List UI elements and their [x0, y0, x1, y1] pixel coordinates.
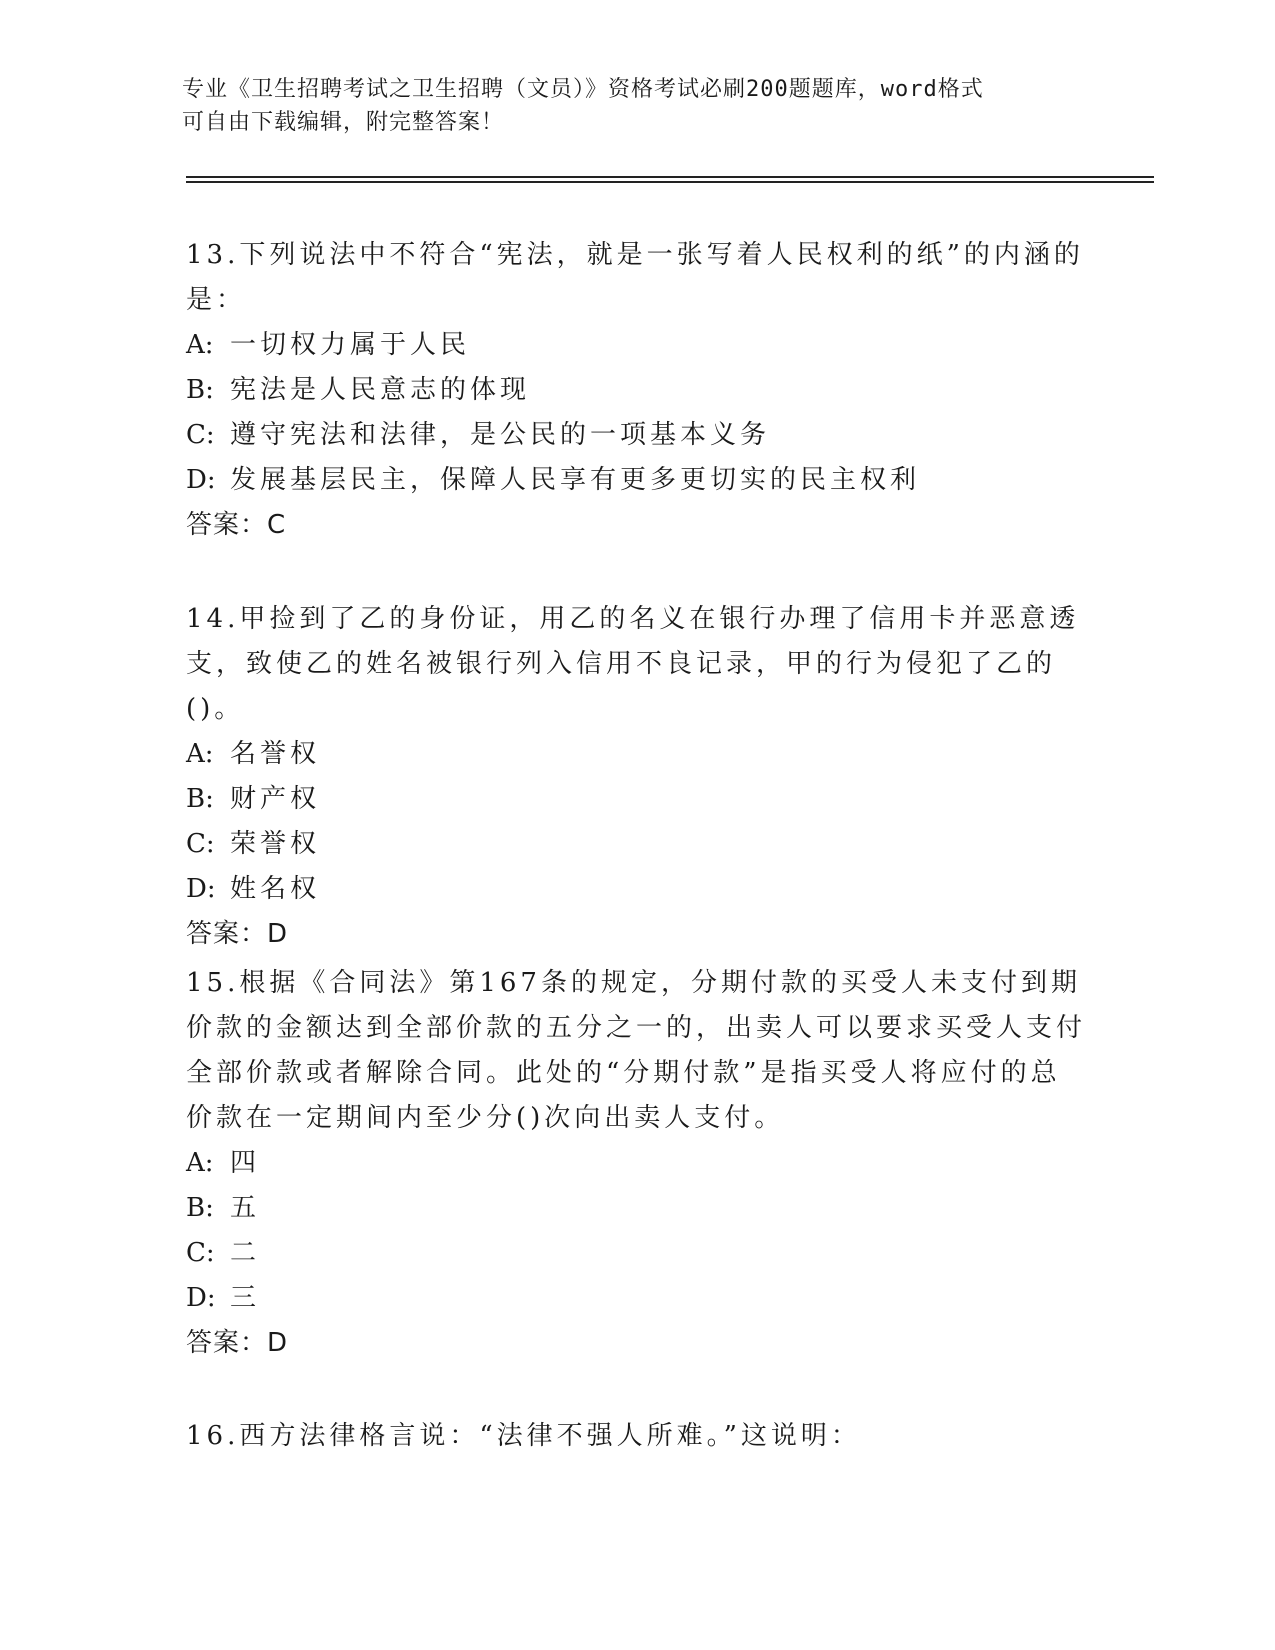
option-text: 宪法是人民意志的体现 [230, 375, 531, 405]
answer-line: 答案：D [186, 1328, 289, 1358]
option-key: B: [186, 1193, 214, 1223]
option-b [186, 777, 1086, 822]
header-line-2: 可自由下载编辑，附完整答案！ [182, 110, 505, 135]
question-text: 15.根据《合同法》第167条的规定，分期付款的买受人未支付到期价款的金额达到全部价款的五分之一的，出卖人可以要求买受人支付全部价款或者解除合同。此处的“分期付款”是指买受人将应付的总价款在一定期间内至少分()次向出卖人支付。 [186, 968, 1087, 1133]
option-text: 名誉权 [230, 739, 321, 769]
option-a [186, 732, 1086, 777]
option-a [186, 323, 1086, 368]
question-text: 16.西方法律格言说：“法律不强人所难。”这说明： [186, 1421, 861, 1451]
option-c [186, 413, 1086, 458]
option-text: 姓名权 [230, 874, 321, 904]
option-text: 财产权 [230, 784, 321, 814]
option-text: 四 [230, 1148, 261, 1178]
document-header [182, 73, 1062, 139]
option-key: C: [186, 420, 215, 450]
option-key: A: [186, 1148, 214, 1178]
answer-line: 答案：C [186, 510, 287, 540]
question-16 [186, 1414, 1086, 1459]
header-divider-top [186, 176, 1154, 178]
option-b [186, 1186, 1086, 1231]
option-d [186, 458, 1086, 503]
question-13 [186, 233, 1086, 548]
option-key: C: [186, 829, 215, 859]
option-key: A: [186, 739, 214, 769]
option-key: D: [186, 874, 216, 904]
question-14 [186, 597, 1086, 957]
option-text: 一切权力属于人民 [230, 330, 471, 360]
option-a [186, 1141, 1086, 1186]
option-key: A: [186, 330, 214, 360]
option-b [186, 368, 1086, 413]
option-text: 五 [230, 1193, 261, 1223]
option-text: 遵守宪法和法律，是公民的一项基本义务 [230, 420, 771, 450]
option-text: 发展基层民主，保障人民享有更多更切实的民主权利 [230, 465, 921, 495]
option-key: B: [186, 375, 214, 405]
header-divider-bottom [186, 181, 1154, 183]
option-text: 三 [230, 1283, 261, 1313]
question-text: 14.甲捡到了乙的身份证，用乙的名义在银行办理了信用卡并恶意透支，致使乙的姓名被银行列入信用不良记录，甲的行为侵犯了乙的()。 [186, 604, 1080, 724]
option-key: D: [186, 465, 216, 495]
header-line-1: 专业《卫生招聘考试之卫生招聘（文员）》资格考试必刷200题题库，word格式 [182, 77, 984, 102]
answer-line: 答案：D [186, 919, 289, 949]
option-d [186, 867, 1086, 912]
option-c [186, 822, 1086, 867]
question-text: 13.下列说法中不符合“宪法，就是一张写着人民权利的纸”的内涵的是： [186, 240, 1084, 315]
question-15 [186, 961, 1086, 1366]
option-text: 荣誉权 [230, 829, 321, 859]
option-key: B: [186, 784, 214, 814]
option-c [186, 1231, 1086, 1276]
option-d [186, 1276, 1086, 1321]
option-key: C: [186, 1238, 215, 1268]
option-text: 二 [230, 1238, 261, 1268]
option-key: D: [186, 1283, 216, 1313]
